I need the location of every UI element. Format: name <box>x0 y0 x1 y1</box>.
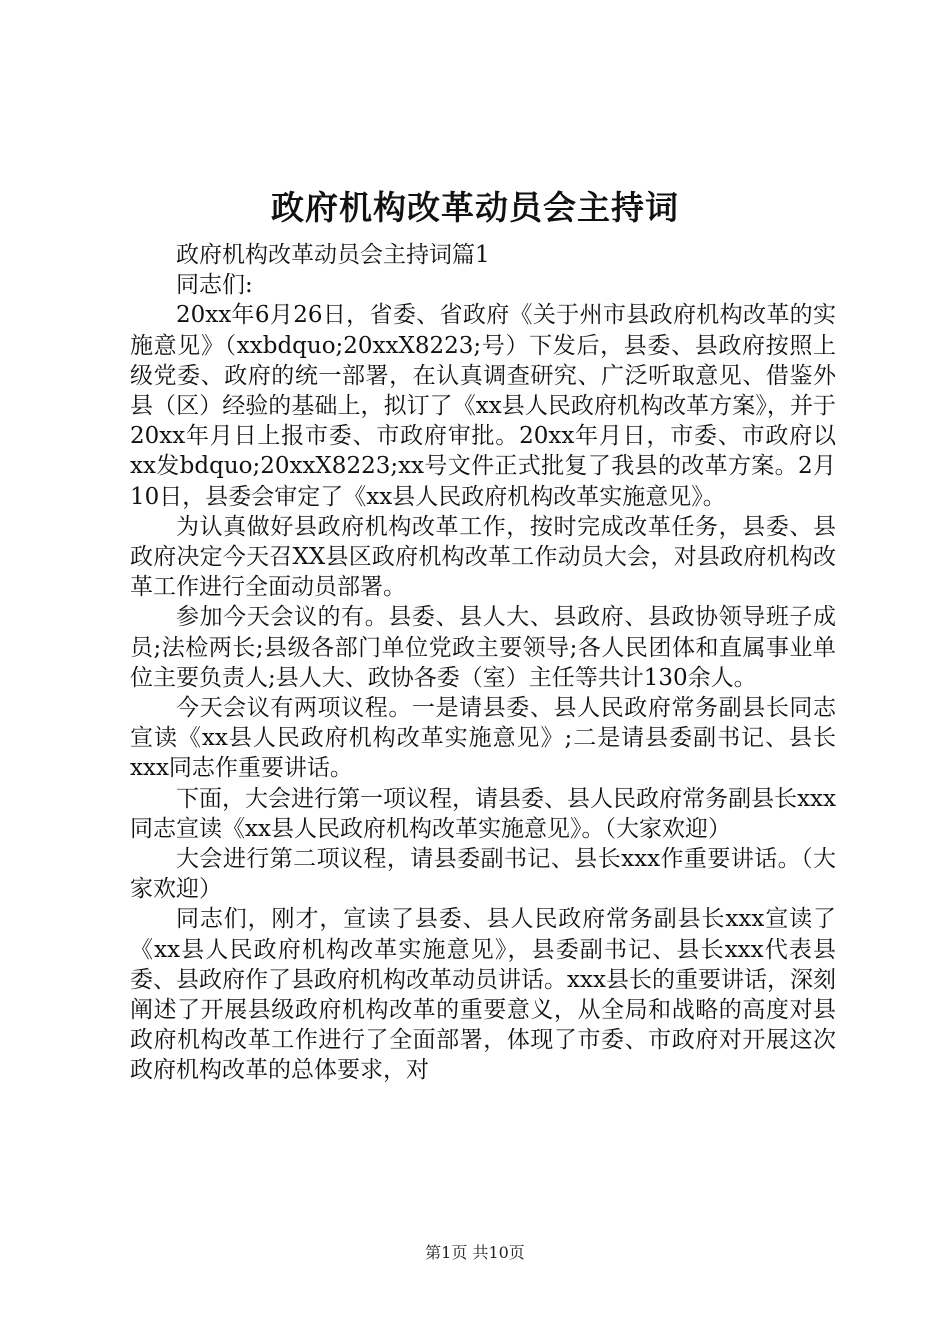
paragraph: 20xx年6月26日，省委、省政府《关于州市县政府机构改革的实施意见》（xxbdquo;20xxX8223;号）下发后，县委、县政府按照上级党委、政府的统一部署，在认真调查研究、广泛听取意见、借鉴外县（区）经验的基础上，拟订了《xx县人民政府机构改革方案》，并于20xx年月日上报市委、市政府审批。20xx年月日，市委、市政府以xx发bdquo;20xxX8223;xx号文件正式批复了我县的改革方案。2月10日，县委会审定了《xx县人民政府机构改革实施意见》。 <box>130 302 836 510</box>
paragraph: 下面，大会进行第一项议程，请县委、县人民政府常务副县长xxx同志宣读《xx县人民政府机构改革实施意见》。（大家欢迎） <box>130 785 836 842</box>
document-title: 政府机构改革动员会主持词 <box>271 188 679 227</box>
page-footer: 第1页 共10页 <box>425 1243 525 1262</box>
paragraph: 同志们，刚才，宣读了县委、县人民政府常务副县长xxx宣读了《xx县人民政府机构改革实施意见》，县委副书记、县长xxx代表县委、县政府作了县政府机构改革动员讲话。xxx县长的重要讲话，深刻阐述了开展县级政府机构改革的重要意义，从全局和战略的高度对县政府机构改革工作进行了全面部署，体现了市委、市政府对开展这次政府机构改革的总体要求，对 <box>130 906 836 1084</box>
paragraph-subtitle: 政府机构改革动员会主持词篇1 <box>176 242 490 268</box>
paragraph: 为认真做好县政府机构改革工作，按时完成改革任务，县委、县政府决定今天召XX县区政府机构改革工作动员大会，对县政府机构改革工作进行全面动员部署。 <box>130 513 836 601</box>
document-body <box>130 240 836 1086</box>
paragraph: 大会进行第二项议程，请县委副书记、县长xxx作重要讲话。（大家欢迎） <box>130 846 836 903</box>
paragraph-greeting: 同志们: <box>176 272 253 299</box>
paragraph: 今天会议有两项议程。一是请县委、县人民政府常务副县长同志宣读《xx县人民政府机构改革实施意见》;二是请县委副书记、县长xxx同志作重要讲话。 <box>130 695 836 782</box>
paragraph: 参加今天会议的有。县委、县人大、县政府、县政协领导班子成员;法检两长;县级各部门单位党政主要领导;各人民团体和直属事业单位主要负责人;县人大、政协各委（室）主任等共计130余人。 <box>130 604 836 691</box>
